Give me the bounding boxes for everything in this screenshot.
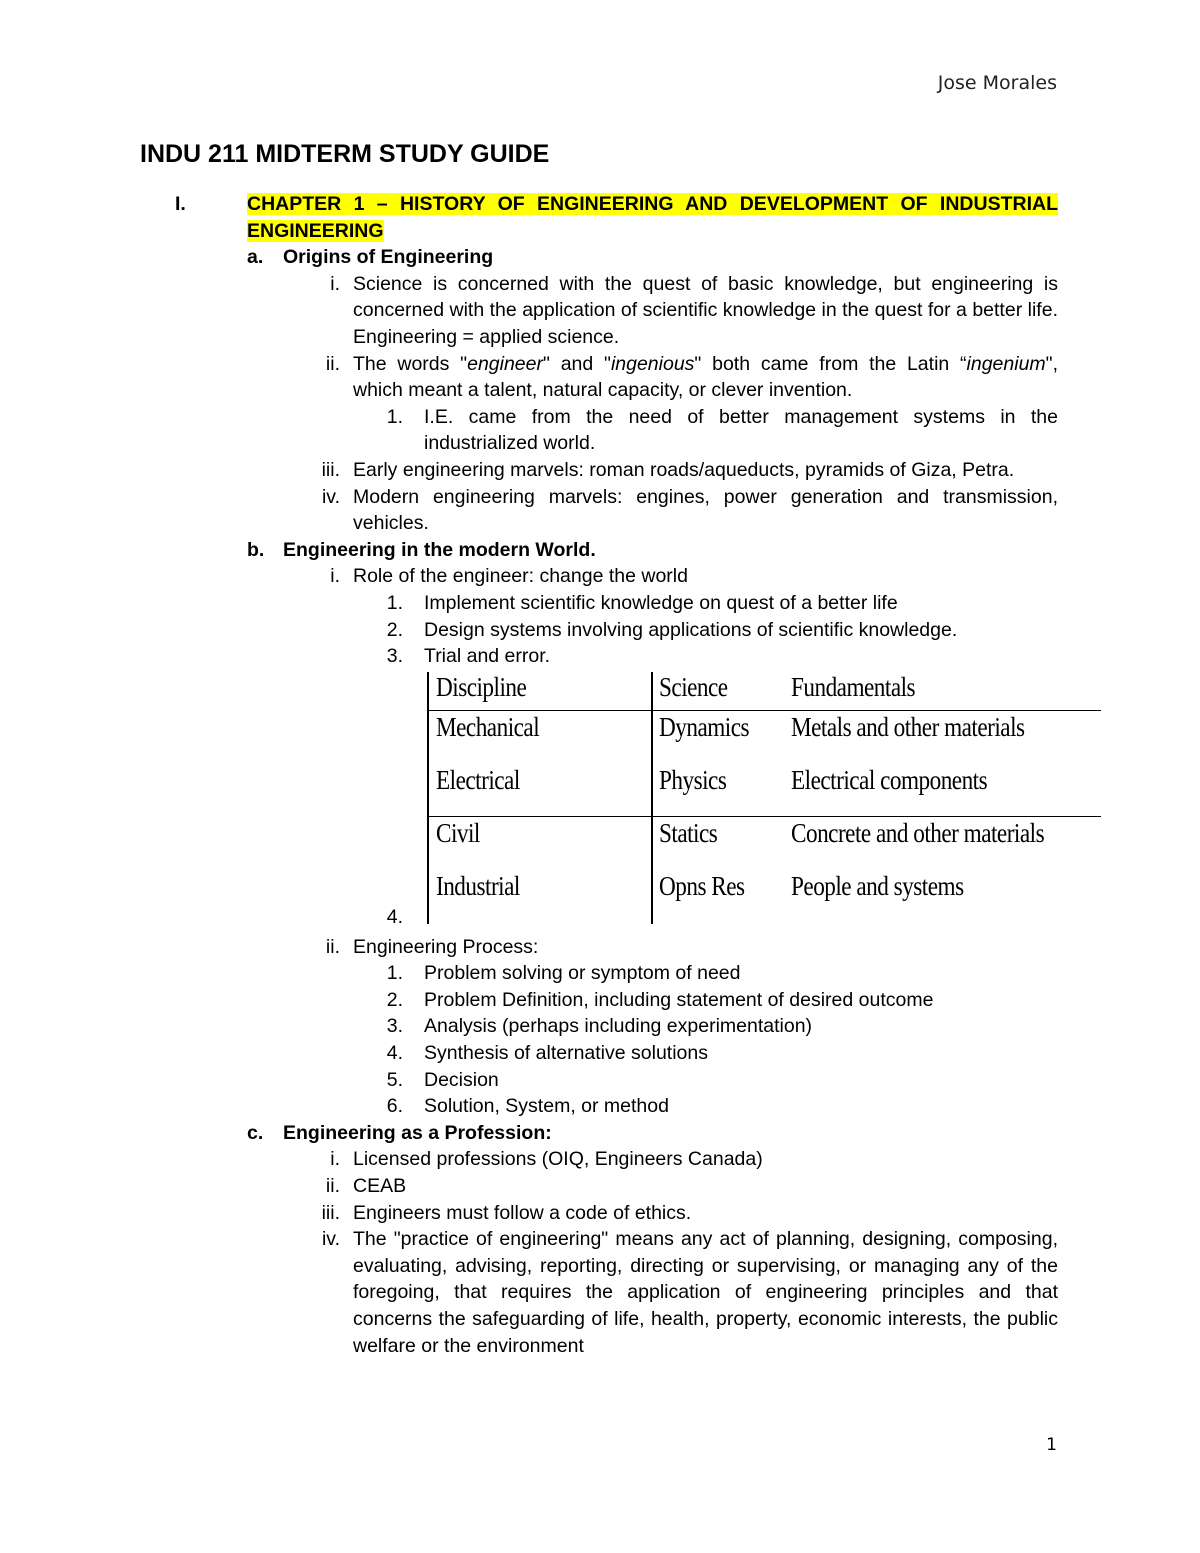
list-item bbox=[0, 404, 1200, 457]
table-header-cell: Science bbox=[659, 671, 728, 702]
list-item bbox=[0, 590, 1200, 617]
table-cell: Civil bbox=[436, 817, 480, 848]
italic-word-engineer: engineer bbox=[467, 352, 543, 375]
item-text: Analysis (perhaps including experimentation) bbox=[424, 1015, 813, 1038]
discipline-table bbox=[427, 672, 1101, 924]
item-text: Early engineering marvels: roman roads/aqueducts, pyramids of Giza, Petra. bbox=[353, 458, 1015, 481]
item-text: Implement scientific knowledge on quest of a better life bbox=[424, 591, 898, 614]
item-text: Decision bbox=[424, 1068, 499, 1091]
item-text: Problem solving or symptom of need bbox=[424, 962, 741, 985]
list-item bbox=[0, 960, 1200, 987]
item-text: Synthesis of alternative solutions bbox=[424, 1042, 708, 1065]
list-item bbox=[0, 987, 1200, 1014]
list-item bbox=[0, 1226, 1200, 1359]
list-item bbox=[0, 934, 1200, 961]
italic-word-ingenium: ingenium bbox=[966, 352, 1046, 375]
item-text: The "practice of engineering" means any act of planning, designing, composing, evaluating, advising, reporting, directing or supervising, or managing any of the foregoing, that requires the application of engineering principles and that concerns the safeguarding of life, health, property, economic interests, the public welfare or the environment bbox=[353, 1228, 1058, 1357]
table-header-cell: Discipline bbox=[436, 671, 527, 702]
item-marker: 2. bbox=[386, 618, 403, 641]
table-cell: People and systems bbox=[791, 870, 964, 901]
list-item bbox=[0, 457, 1200, 484]
item-marker: iv. bbox=[321, 1228, 340, 1251]
item-marker: 6. bbox=[386, 1095, 403, 1118]
list-item bbox=[0, 1173, 1200, 1200]
item-marker: 1. bbox=[386, 962, 403, 985]
table-cell: Industrial bbox=[436, 870, 520, 901]
list-item bbox=[0, 1040, 1200, 1067]
item-text: Solution, System, or method bbox=[424, 1095, 669, 1118]
document-title: INDU 211 MIDTERM STUDY GUIDE bbox=[140, 140, 550, 168]
item-marker: 3. bbox=[386, 645, 403, 668]
list-item bbox=[0, 484, 1200, 537]
item-marker: ii. bbox=[325, 352, 340, 375]
list-item bbox=[0, 1067, 1200, 1094]
chapter-title: CHAPTER 1 – HISTORY OF ENGINEERING AND DEVELOPMENT OF INDUSTRIAL ENGINEERING bbox=[247, 193, 1058, 242]
table-cell: Physics bbox=[659, 764, 727, 795]
item-marker: iii. bbox=[321, 1201, 340, 1224]
page-number: 1 bbox=[1046, 1435, 1057, 1455]
chapter-marker: I. bbox=[175, 193, 186, 215]
item-text: Engineers must follow a code of ethics. bbox=[353, 1201, 692, 1224]
item-text: Science is concerned with the quest of basic knowledge, but engineering is concerned with the application of scientific knowledge in the quest for a better life. Engineering = applied science. bbox=[353, 272, 1058, 348]
item-text: Design systems involving applications of scientific knowledge. bbox=[424, 618, 958, 641]
item-marker: iv. bbox=[321, 485, 340, 508]
list-item bbox=[0, 1093, 1200, 1120]
section-title: Engineering in the modern World. bbox=[283, 538, 596, 561]
item-marker: 5. bbox=[386, 1068, 403, 1091]
section-marker: b. bbox=[247, 538, 265, 561]
item-marker: i. bbox=[330, 1148, 340, 1171]
section-title: Engineering as a Profession: bbox=[283, 1121, 552, 1144]
table-cell: Concrete and other materials bbox=[791, 817, 1045, 848]
list-item bbox=[0, 1200, 1200, 1227]
list-item bbox=[0, 271, 1200, 351]
table-list-item bbox=[0, 670, 1200, 934]
item-marker: 3. bbox=[386, 1015, 403, 1038]
item-text: Engineering Process: bbox=[353, 935, 539, 958]
table-cell: Dynamics bbox=[659, 711, 750, 742]
section-a-heading bbox=[0, 244, 1200, 271]
section-marker: a. bbox=[247, 246, 264, 269]
section-b-heading bbox=[0, 537, 1200, 564]
italic-word-ingenious: ingenious bbox=[610, 352, 695, 375]
item-text: Role of the engineer: change the world bbox=[353, 565, 688, 588]
item-marker: 1. bbox=[386, 591, 403, 614]
section-c-heading bbox=[0, 1120, 1200, 1147]
table-cell: Metals and other materials bbox=[791, 711, 1025, 742]
item-marker: 4. bbox=[386, 905, 403, 928]
text-fragment: The words " bbox=[353, 352, 468, 375]
text-fragment: " and " bbox=[543, 352, 611, 375]
list-item bbox=[0, 1146, 1200, 1173]
table-cell: Opns Res bbox=[659, 870, 745, 901]
table-cell: Electrical components bbox=[791, 764, 988, 795]
item-marker: i. bbox=[330, 272, 340, 295]
item-text bbox=[353, 351, 1058, 404]
table-cell: Mechanical bbox=[436, 711, 540, 742]
item-text: Problem Definition, including statement of desired outcome bbox=[424, 988, 934, 1011]
list-item bbox=[0, 1013, 1200, 1040]
table-header-cell: Fundamentals bbox=[791, 671, 916, 702]
item-marker: iii. bbox=[321, 458, 340, 481]
table-cell: Statics bbox=[659, 817, 718, 848]
author-name: Jose Morales bbox=[937, 72, 1057, 94]
item-marker: 4. bbox=[386, 1042, 403, 1065]
list-item bbox=[0, 351, 1200, 404]
item-marker: 1. bbox=[386, 405, 403, 428]
document-body bbox=[0, 191, 1200, 1359]
table-cell: Electrical bbox=[436, 764, 520, 795]
section-title: Origins of Engineering bbox=[283, 246, 494, 269]
chapter-heading bbox=[0, 191, 1200, 244]
item-marker: 2. bbox=[386, 988, 403, 1011]
item-text: Trial and error. bbox=[424, 645, 551, 668]
item-text: Modern engineering marvels: engines, power generation and transmission, vehicles. bbox=[353, 485, 1058, 535]
item-marker: ii. bbox=[325, 935, 340, 958]
text-fragment: " both came from the Latin “ bbox=[694, 352, 967, 375]
list-item bbox=[0, 617, 1200, 644]
list-item bbox=[0, 563, 1200, 590]
item-marker: i. bbox=[330, 565, 340, 588]
list-item bbox=[0, 643, 1200, 670]
item-text: Licensed professions (OIQ, Engineers Canada) bbox=[353, 1148, 763, 1171]
text-fragment: ", which meant a talent, natural capacity, or clever invention. bbox=[353, 352, 1059, 402]
item-text: I.E. came from the need of better management systems in the industrialized world. bbox=[424, 405, 1058, 455]
item-text: CEAB bbox=[353, 1175, 407, 1198]
section-marker: c. bbox=[247, 1121, 264, 1144]
item-marker: ii. bbox=[325, 1175, 340, 1198]
